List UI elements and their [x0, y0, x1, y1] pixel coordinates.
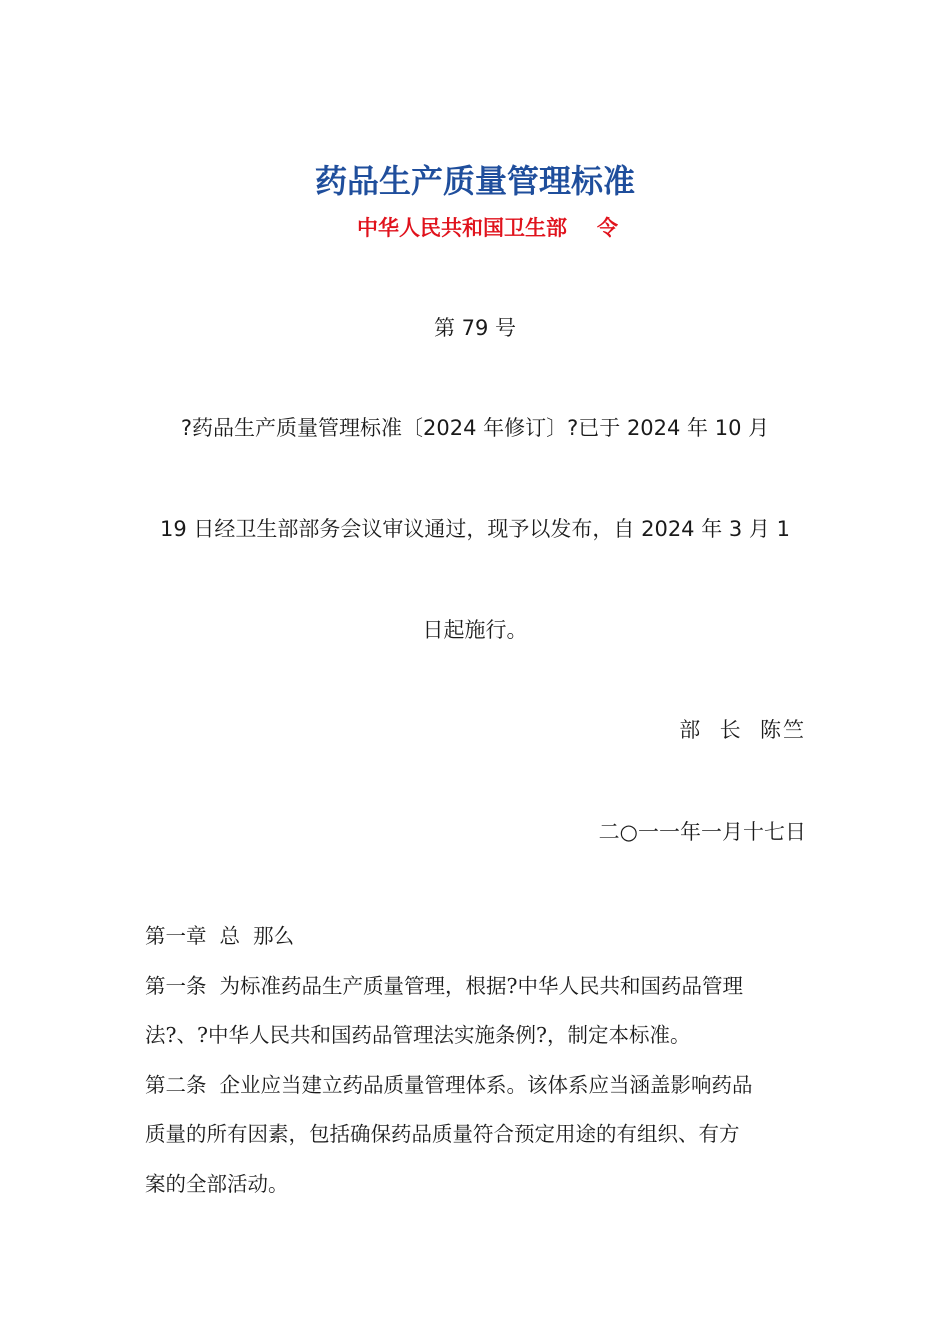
decree-number: 第 79 号: [433, 316, 517, 340]
article-line: 案的全部活动。: [145, 1171, 289, 1196]
issuer-suffix: 令: [597, 216, 618, 240]
chapter-heading: 第一章 总 那么: [145, 924, 295, 948]
issuer-heading: [0, 212, 950, 242]
article-line: 第二条 企业应当建立药品质量管理体系。该体系应当涵盖影响药品: [145, 1072, 753, 1097]
preamble-line-2: 19 日经卫生部部务会议审议通过，现予以发布，自 2024 年 3 月 1: [160, 517, 790, 541]
document-title: 药品生产质量管理标准: [314, 162, 635, 200]
article-line: 第一条 为标准药品生产质量管理，根据?中华人民共和国药品管理: [145, 973, 744, 998]
signing-date: 二○一一年一月十七日: [598, 820, 806, 844]
issuer-name: 中华人民共和国卫生部: [357, 216, 567, 240]
minister-signature: 部 长 陈竺: [679, 718, 806, 742]
article-line: 质量的所有因素，包括确保药品质量符合预定用途的有组织、有方: [145, 1122, 740, 1147]
preamble-line-3: 日起施行。: [422, 618, 528, 642]
article-line: 法?、?中华人民共和国药品管理法实施条例?，制定本标准。: [145, 1023, 691, 1048]
chapter-content: [145, 912, 810, 1210]
preamble-line-1: ?药品生产质量管理标准〔2024 年修订〕?已于 2024 年 10 月: [180, 416, 770, 440]
